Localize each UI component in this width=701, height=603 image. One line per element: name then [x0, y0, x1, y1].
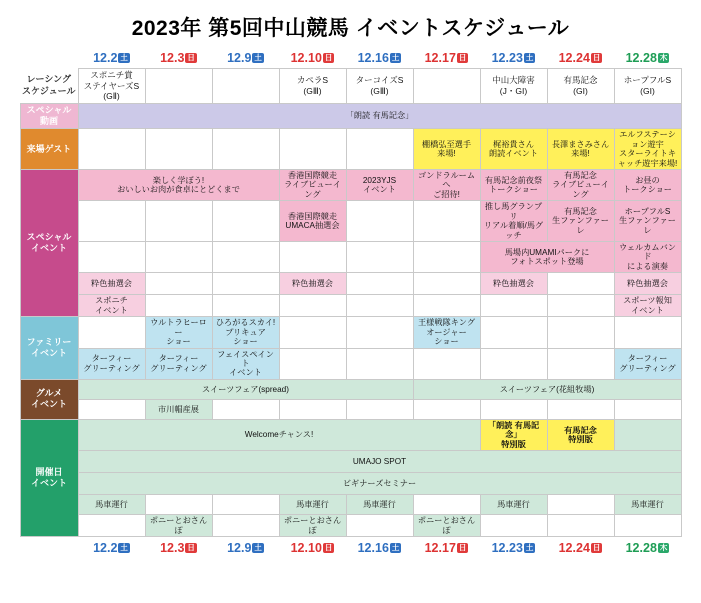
empty-cell — [346, 348, 413, 379]
kaisai-item[interactable]: 有馬記念 特別版 — [547, 419, 614, 450]
empty-cell — [279, 295, 346, 317]
family-item[interactable]: ターフィー グリーティング — [145, 348, 212, 379]
empty-cell — [413, 273, 480, 295]
special-item[interactable]: 粋色抽選会 — [78, 273, 145, 295]
special-item[interactable]: 2023YJS イベント — [346, 170, 413, 201]
special-item[interactable]: 有馬記念 生ファンファーレ — [547, 201, 614, 242]
gourmet-item[interactable]: 市川帽産展 — [145, 399, 212, 419]
schedule-table — [20, 48, 682, 559]
footer-row-dates — [20, 536, 681, 559]
special-item[interactable]: ウェルカムバンド による演奏 — [614, 242, 681, 273]
kaisai-item[interactable]: 「朗読 有馬記念」 特別版 — [480, 419, 547, 450]
guest-item[interactable]: 梶裕貴さん 朗読イベント — [480, 129, 547, 170]
empty-cell — [78, 129, 145, 170]
kaisai-item[interactable]: ポニーとおさんぽ — [145, 515, 212, 537]
gourmet-section-label: グルメ イベント — [20, 379, 78, 419]
empty-cell — [614, 399, 681, 419]
kaisai-item[interactable]: 馬車運行 — [279, 495, 346, 515]
empty-cell — [614, 515, 681, 537]
special-item[interactable]: スポニチ イベント — [78, 295, 145, 317]
empty-cell — [547, 295, 614, 317]
empty-cell — [480, 348, 547, 379]
special-row-3 — [20, 273, 681, 295]
racing-schedule-label: レーシング スケジュール — [20, 69, 78, 104]
empty-cell — [145, 295, 212, 317]
race-cell-12.23: 中山大障害 (J・GI) — [480, 69, 547, 104]
date-footer-12.9: 12.9 土 — [227, 540, 262, 555]
date-header-12.9: 12.9 土 — [212, 48, 279, 69]
empty-cell — [78, 515, 145, 537]
special-section-label: スペシャル イベント — [20, 170, 78, 317]
empty-cell — [346, 201, 413, 242]
kaisai-row-1 — [20, 451, 681, 473]
empty-cell — [212, 515, 279, 537]
date-footer-12.17: 12.17 日 — [424, 540, 467, 555]
header-row-dates — [20, 48, 681, 69]
empty-cell — [413, 242, 480, 273]
special-item[interactable]: 香港国際競走 UMACA抽選会 — [279, 201, 346, 242]
empty-cell — [212, 399, 279, 419]
empty-cell — [346, 129, 413, 170]
date-header-12.10: 12.10 日 — [279, 48, 346, 69]
date-footer-12.10: 12.10 日 — [290, 540, 333, 555]
family-item[interactable]: フェイスペイント イベント — [212, 348, 279, 379]
date-footer-12.3: 12.3 日 — [160, 540, 195, 555]
special-item[interactable]: 香港国際競走 ライブビューイング — [279, 170, 346, 201]
special-item[interactable]: 粋色抽選会 — [614, 273, 681, 295]
empty-cell — [547, 495, 614, 515]
empty-cell — [547, 348, 614, 379]
empty-cell — [346, 399, 413, 419]
special-item[interactable]: お昼の トークショー — [614, 170, 681, 201]
special-item[interactable]: ゴンドラルームへ ご招待! — [413, 170, 480, 201]
special_doga-row-0 — [20, 103, 681, 129]
family-item[interactable]: ひろがるスカイ!プリキュア ショー — [212, 317, 279, 348]
special-item[interactable]: 馬場内UMAMIパークに フォトスポット登場 — [480, 242, 614, 273]
empty-cell — [480, 515, 547, 537]
kaisai-row-2 — [20, 473, 681, 495]
race-cell-12.28: ホープフルS (GI) — [614, 69, 681, 104]
empty-cell — [145, 495, 212, 515]
empty-cell — [212, 242, 279, 273]
date-header-12.3: 12.3 日 — [145, 48, 212, 69]
special-row-4 — [20, 295, 681, 317]
special-item[interactable]: 有馬記念前夜祭 トークショー — [480, 170, 547, 201]
race-cell-12.24: 有馬記念 (GI) — [547, 69, 614, 104]
date-header-12.23: 12.23 土 — [480, 48, 547, 69]
empty-cell — [78, 242, 145, 273]
date-header-12.17: 12.17 日 — [413, 48, 480, 69]
family-row-1 — [20, 348, 681, 379]
empty-cell — [279, 129, 346, 170]
empty-cell — [212, 129, 279, 170]
date-footer-12.16: 12.16 土 — [357, 540, 400, 555]
kaisai-row-3 — [20, 495, 681, 515]
family-item[interactable]: ターフィー グリーティング — [614, 348, 681, 379]
empty-cell — [413, 495, 480, 515]
special-item[interactable]: スポーツ報知 イベント — [614, 295, 681, 317]
empty-cell — [212, 273, 279, 295]
empty-cell — [413, 201, 480, 242]
kaisai-item[interactable]: 馬車運行 — [78, 495, 145, 515]
empty-cell — [279, 317, 346, 348]
empty-cell — [346, 273, 413, 295]
gourmet-item[interactable]: スイーツフェア(花組牧場) — [413, 379, 681, 399]
empty-cell — [413, 399, 480, 419]
family-item[interactable]: 王様戦隊キングオージャー ショー — [413, 317, 480, 348]
empty-cell — [346, 242, 413, 273]
race-cell-12.10: カペラS (GⅢ) — [279, 69, 346, 104]
kaisai-item[interactable]: 馬車運行 — [614, 495, 681, 515]
empty-cell — [547, 399, 614, 419]
empty-cell — [78, 317, 145, 348]
empty-cell — [413, 295, 480, 317]
race-cell-12.9 — [212, 69, 279, 104]
guest-row-0 — [20, 129, 681, 170]
empty-cell — [78, 201, 145, 242]
kaisai-item[interactable]: 馬車運行 — [480, 495, 547, 515]
special-item[interactable]: 粋色抽選会 — [279, 273, 346, 295]
race-cell-12.3 — [145, 69, 212, 104]
kaisai-item[interactable]: UMAJO SPOT — [78, 451, 681, 473]
date-header-12.16: 12.16 土 — [346, 48, 413, 69]
empty-cell — [346, 317, 413, 348]
empty-cell — [480, 295, 547, 317]
kaisai-item[interactable]: ポニーとおさんぽ — [413, 515, 480, 537]
empty-cell — [346, 295, 413, 317]
gourmet-item[interactable]: スイーツフェア(spread) — [78, 379, 413, 399]
corner-cell — [20, 48, 78, 69]
special-item[interactable]: 楽しく学ぼう! おいしいお肉が食卓にとどくまで — [78, 170, 279, 201]
race-cell-12.2: スポニチ賞 ステイヤーズS(GⅡ) — [78, 69, 145, 104]
empty-cell — [145, 273, 212, 295]
date-footer-12.28: 12.28 木 — [625, 540, 668, 555]
special-item[interactable]: 推し馬グランプリ リアル着順/馬グッチ — [480, 201, 547, 242]
special-item[interactable]: 有馬記念 ライブビューイング — [547, 170, 614, 201]
kaisai-item[interactable]: 馬車運行 — [346, 495, 413, 515]
special-item[interactable]: 粋色抽選会 — [480, 273, 547, 295]
family-section-label: ファミリー イベント — [20, 317, 78, 380]
empty-cell — [413, 348, 480, 379]
kaisai-row-4 — [20, 515, 681, 537]
racing-schedule-row — [20, 69, 681, 104]
family-item[interactable]: ターフィー グリーティング — [78, 348, 145, 379]
kaisai-section-label: 開催日 イベント — [20, 419, 78, 536]
empty-cell — [145, 242, 212, 273]
empty-cell — [212, 201, 279, 242]
empty-cell — [547, 317, 614, 348]
special_doga-section-label: スペシャル 動画 — [20, 103, 78, 129]
date-footer-12.23: 12.23 土 — [491, 540, 534, 555]
gourmet-row-1 — [20, 399, 681, 419]
date-footer-12.2: 12.2 土 — [93, 540, 128, 555]
empty-cell — [212, 295, 279, 317]
date-footer-12.24: 12.24 日 — [558, 540, 601, 555]
empty-cell — [346, 515, 413, 537]
kaisai-row-0 — [20, 419, 681, 450]
date-header-12.2: 12.2 土 — [78, 48, 145, 69]
gourmet-row-0 — [20, 379, 681, 399]
kaisai-item[interactable] — [614, 419, 681, 450]
empty-cell — [480, 399, 547, 419]
empty-cell — [279, 242, 346, 273]
empty-cell — [145, 129, 212, 170]
special-row-0 — [20, 170, 681, 201]
empty-cell — [547, 515, 614, 537]
kaisai-item[interactable]: ビギナーズセミナー — [78, 473, 681, 495]
page-title: 2023年 第5回中山競馬 イベントスケジュール — [131, 17, 570, 40]
empty-cell — [614, 317, 681, 348]
empty-cell — [279, 348, 346, 379]
empty-cell — [78, 399, 145, 419]
family-row-0 — [20, 317, 681, 348]
date-header-12.28: 12.28 木 — [614, 48, 681, 69]
guest-section-label: 来場ゲスト — [20, 129, 78, 170]
race-cell-12.17 — [413, 69, 480, 104]
empty-cell — [212, 495, 279, 515]
guest-item[interactable]: 長澤まさみさん 来場! — [547, 129, 614, 170]
kaisai-item[interactable]: Welcomeチャンス! — [78, 419, 480, 450]
empty-cell — [480, 317, 547, 348]
guest-item[interactable]: 棚橋弘至選手 来場! — [413, 129, 480, 170]
guest-item[interactable]: エルフステーション遊宇 スターライトキャッチ遊宇来場! — [614, 129, 681, 170]
empty-cell — [279, 399, 346, 419]
kaisai-item[interactable]: ポニーとおさんぽ — [279, 515, 346, 537]
race-cell-12.16: ターコイズS (GⅢ) — [346, 69, 413, 104]
empty-cell — [547, 273, 614, 295]
special_doga-item[interactable]: 「朗読 有馬記念」 — [78, 103, 681, 129]
family-item[interactable]: ウルトラヒーロー ショー — [145, 317, 212, 348]
date-header-12.24: 12.24 日 — [547, 48, 614, 69]
empty-cell — [145, 201, 212, 242]
special-row-1 — [20, 201, 681, 242]
footer-corner-cell — [20, 536, 78, 559]
special-row-2 — [20, 242, 681, 273]
special-item[interactable]: ホープフルS 生ファンファーレ — [614, 201, 681, 242]
